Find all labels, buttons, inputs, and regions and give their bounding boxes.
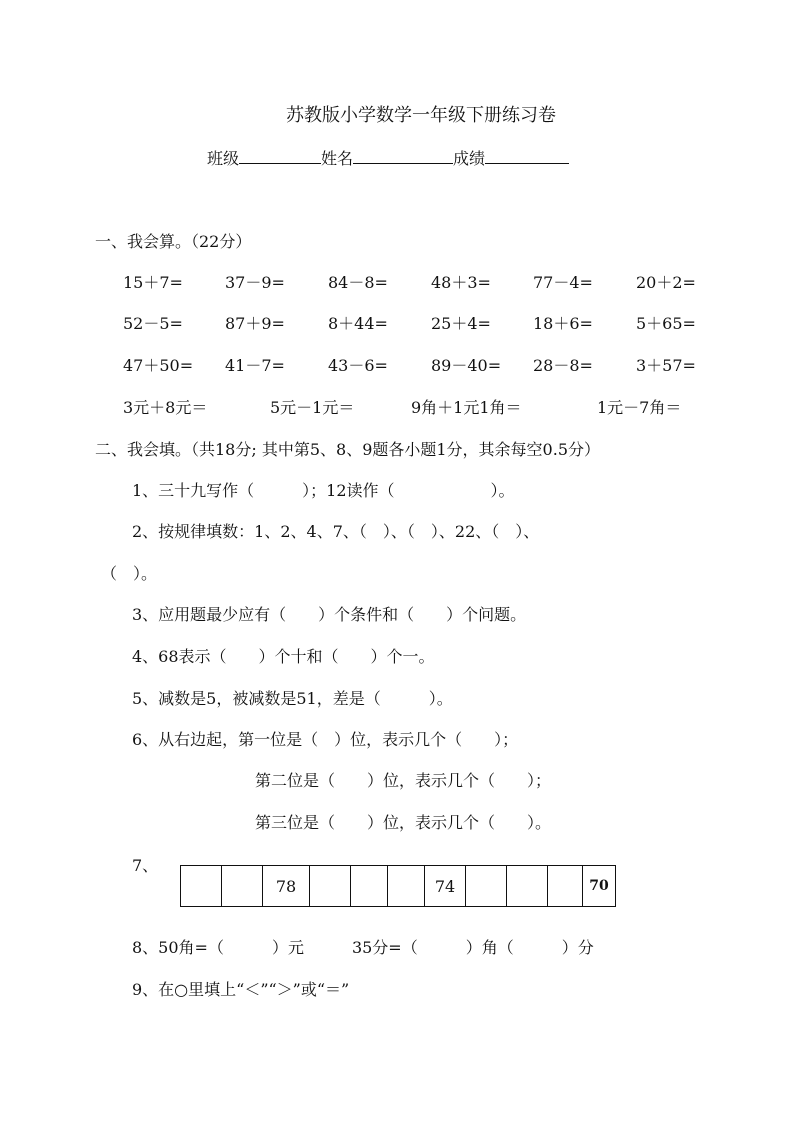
calc-item: 15＋7= xyxy=(123,273,183,292)
money-item: 3元＋8元＝ xyxy=(123,398,208,417)
name-field[interactable] xyxy=(353,148,453,164)
question-7-label: 7、 xyxy=(132,856,159,875)
calc-item: 77－4= xyxy=(533,273,593,292)
money-item: 5元－1元＝ xyxy=(270,398,355,417)
question-2: 2、按规律填数：1、2、4、7、（ ）、（ ）、22、（ ）、 xyxy=(132,522,540,541)
money-item: 9角＋1元1角＝ xyxy=(411,398,522,417)
calc-item: 28－8= xyxy=(533,356,593,375)
number-sequence-table xyxy=(180,865,616,907)
page-title: 苏教版小学数学一年级下册练习卷 xyxy=(286,105,556,126)
sequence-cell[interactable] xyxy=(507,866,548,907)
sequence-cell[interactable] xyxy=(310,866,351,907)
calc-item: 20＋2= xyxy=(636,273,696,292)
calc-item: 37－9= xyxy=(225,273,285,292)
name-label: 姓名 xyxy=(321,149,354,168)
money-item: 1元－7角＝ xyxy=(597,398,682,417)
sequence-cell: 78 xyxy=(263,866,310,907)
calc-item: 18＋6= xyxy=(533,314,593,333)
calc-item: 8＋44= xyxy=(328,314,388,333)
sequence-cell: 74 xyxy=(425,866,466,907)
calc-item: 47＋50= xyxy=(123,356,194,375)
calc-item: 87＋9= xyxy=(225,314,285,333)
sequence-cell[interactable] xyxy=(222,866,263,907)
student-info-line xyxy=(207,148,569,169)
sequence-cell: 70 xyxy=(583,866,616,907)
sequence-cell[interactable] xyxy=(351,866,388,907)
question-8: 8、50角=（ ）元 35分=（ ）角（ ）分 xyxy=(132,938,594,957)
score-field[interactable] xyxy=(485,148,569,164)
question-9: 9、在○里填上“＜”“＞”或“＝” xyxy=(132,980,350,999)
question-2-continued: （ ）。 xyxy=(101,564,158,583)
sequence-cell[interactable] xyxy=(466,866,507,907)
question-3: 3、应用题最少应有（ ）个条件和（ ）个问题。 xyxy=(132,605,527,624)
calc-item: 52－5= xyxy=(123,314,183,333)
question-6-line-3: 第三位是（ ）位，表示几个（ ）。 xyxy=(255,813,552,832)
question-1: 1、三十九写作（ ）；12读作（ ）。 xyxy=(132,481,515,500)
question-5: 5、减数是5，被减数是51，差是（ ）。 xyxy=(132,689,453,708)
class-label: 班级 xyxy=(207,149,240,168)
sequence-cell[interactable] xyxy=(388,866,425,907)
question-4: 4、68表示（ ）个十和（ ）个一。 xyxy=(132,647,435,666)
calc-item: 3＋57= xyxy=(636,356,696,375)
class-field[interactable] xyxy=(239,148,321,164)
calc-item: 43－6= xyxy=(328,356,388,375)
calc-item: 89－40= xyxy=(431,356,502,375)
section-2-heading: 二、我会填。（共18分; 其中第5、8、9题各小题1分，其余每空0.5分） xyxy=(95,440,601,459)
calc-item: 84－8= xyxy=(328,273,388,292)
question-6-line-2: 第二位是（ ）位，表示几个（ ）； xyxy=(255,771,552,790)
section-1-heading: 一、我会算。（22分） xyxy=(95,232,252,251)
score-label: 成绩 xyxy=(453,149,486,168)
question-6: 6、从右边起，第一位是（ ）位，表示几个（ ）； xyxy=(132,730,519,749)
sequence-cell[interactable] xyxy=(181,866,222,907)
sequence-cell[interactable] xyxy=(548,866,583,907)
calc-item: 25＋4= xyxy=(431,314,491,333)
calc-item: 48＋3= xyxy=(431,273,491,292)
calc-item: 5＋65= xyxy=(636,314,696,333)
calc-item: 41－7= xyxy=(225,356,285,375)
